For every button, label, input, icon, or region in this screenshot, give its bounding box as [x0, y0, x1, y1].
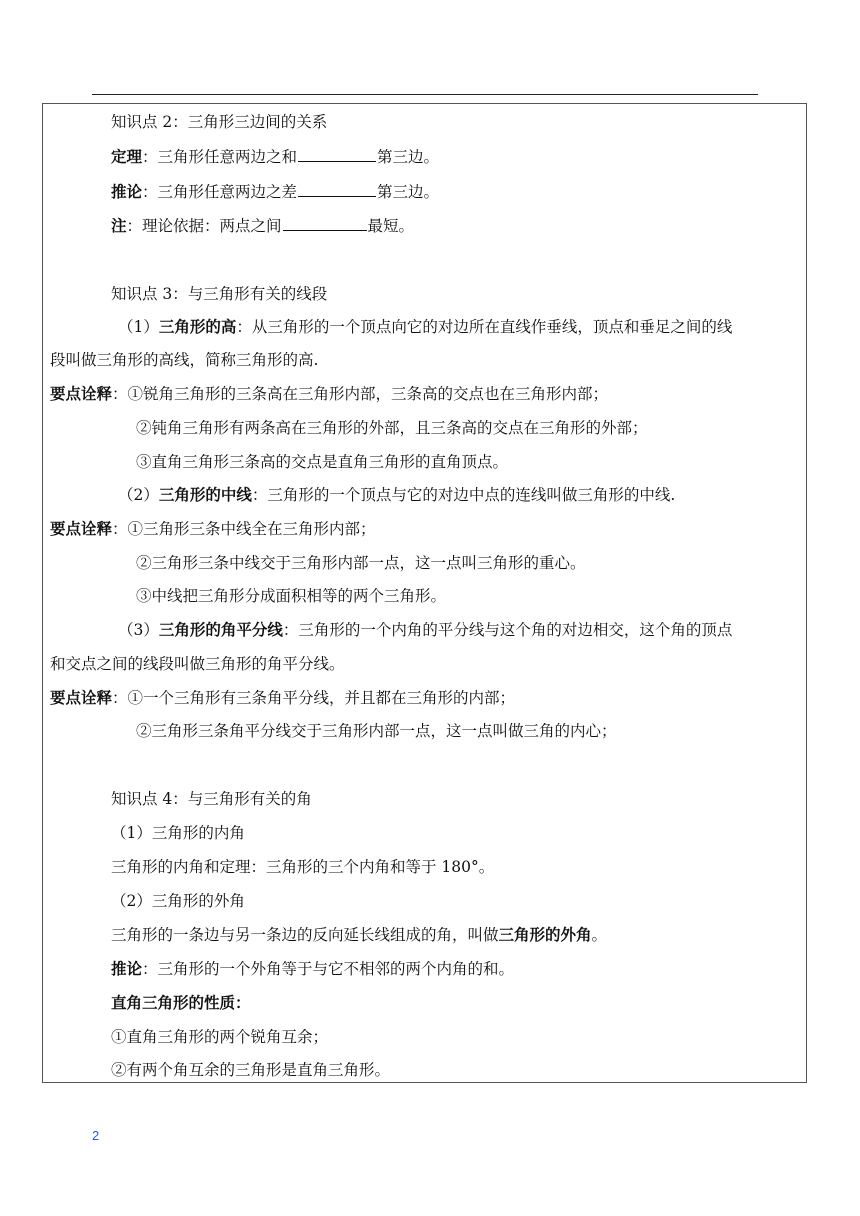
corollary-label: 推论: [111, 959, 143, 978]
bisector-point-2: ②三角形三条角平分线交于三角形内部一点，这一点叫做三角的内心；: [136, 722, 617, 740]
exterior-def: [111, 925, 607, 945]
kp2-title: 知识点 2：三角形三边间的关系: [111, 113, 328, 131]
bisector-def-text: ：三角形的一个内角的平分线与这个角的对边相交，这个角的顶点: [282, 621, 733, 639]
exterior-def-end: 。: [591, 926, 608, 944]
exterior-def-text: 三角形的一条边与另一条边的反向延长线组成的角，叫做: [111, 926, 499, 944]
median-point-2: ②三角形三条中线交于三角形内部一点，这一点叫三角形的重心。: [136, 554, 586, 572]
corollary-label: 推论: [111, 182, 143, 201]
key-label: 要点诠释: [50, 519, 113, 538]
kp4-corollary: [111, 959, 514, 979]
right-title-text: 直角三角形的性质：: [111, 993, 251, 1012]
kp4-title: 知识点 4：与三角形有关的角: [111, 790, 312, 808]
term-median: 三角形的中线: [158, 485, 252, 504]
corollary-end: 第三边。: [377, 183, 440, 201]
corollary-text: ：三角形任意两边之差: [142, 183, 298, 201]
exterior-heading: （2）三角形的外角: [111, 892, 245, 910]
right-point-2: ②有两个角互余的三角形是直角三角形。: [111, 1061, 391, 1079]
median-point-3: ③中线把三角形分成面积相等的两个三角形。: [136, 587, 447, 605]
key-label: 要点诠释: [50, 688, 113, 707]
note-text: ：理论依据：两点之间: [126, 217, 282, 235]
altitude-point-3: ③直角三角形三条高的交点是直角三角形的直角顶点。: [136, 453, 509, 471]
median-point-1: [50, 519, 376, 539]
point-text: ：①一个三角形有三条角平分线，并且都在三角形的内部；: [112, 689, 516, 707]
right-triangle-title: [111, 993, 251, 1013]
page-number: 2: [92, 1128, 100, 1143]
term-bisector: 三角形的角平分线: [158, 620, 283, 639]
corollary-text: ：三角形的一个外角等于与它不相邻的两个内角的和。: [142, 960, 515, 978]
median-def-text: ：三角形的一个顶点与它的对边中点的连线叫做三角形的中线.: [251, 486, 676, 504]
item-number: （3）: [118, 621, 159, 639]
theorem-text: ：三角形任意两边之和: [142, 148, 298, 166]
kp2-corollary: [111, 182, 439, 202]
interior-heading: （1）三角形的内角: [111, 824, 245, 842]
theorem-label: 定理: [111, 147, 143, 166]
theorem-end: 第三边。: [377, 148, 440, 166]
item-number: （1）: [118, 318, 159, 336]
term-altitude: 三角形的高: [158, 317, 237, 336]
header-rule: [92, 94, 758, 95]
note-label: 注: [111, 216, 127, 235]
altitude-def-line1: [118, 317, 732, 337]
kp2-theorem: [111, 147, 439, 167]
bisector-point-1: [50, 688, 515, 708]
point-text: ：①锐角三角形的三条高在三角形内部，三条高的交点也在三角形内部；: [112, 385, 609, 403]
point-text: ：①三角形三条中线全在三角形内部；: [112, 520, 376, 538]
item-number: （2）: [118, 486, 159, 504]
altitude-point-1: [50, 384, 608, 404]
key-label: 要点诠释: [50, 384, 113, 403]
fill-blank[interactable]: [298, 182, 376, 197]
kp2-note: [111, 216, 414, 236]
bisector-def-line2: 和交点之间的线段叫做三角形的角平分线。: [50, 655, 345, 673]
bisector-def-line1: [118, 620, 732, 640]
altitude-point-2: ②钝角三角形有两条高在三角形的外部，且三条高的交点在三角形的外部；: [136, 419, 648, 437]
kp3-title: 知识点 3：与三角形有关的线段: [111, 285, 328, 303]
median-def: [118, 485, 675, 505]
interior-theorem: 三角形的内角和定理：三角形的三个内角和等于 180°。: [111, 858, 495, 876]
note-end: 最短。: [367, 217, 415, 235]
altitude-def-line2: 段叫做三角形的高线，简称三角形的高.: [50, 351, 319, 369]
fill-blank[interactable]: [283, 216, 367, 231]
altitude-def: ：从三角形的一个顶点向它的对边所在直线作垂线，顶点和垂足之间的线: [236, 318, 733, 336]
term-exterior-angle: 三角形的外角: [498, 925, 592, 944]
right-point-1: ①直角三角形的两个锐角互余；: [111, 1028, 329, 1046]
fill-blank[interactable]: [298, 147, 376, 162]
